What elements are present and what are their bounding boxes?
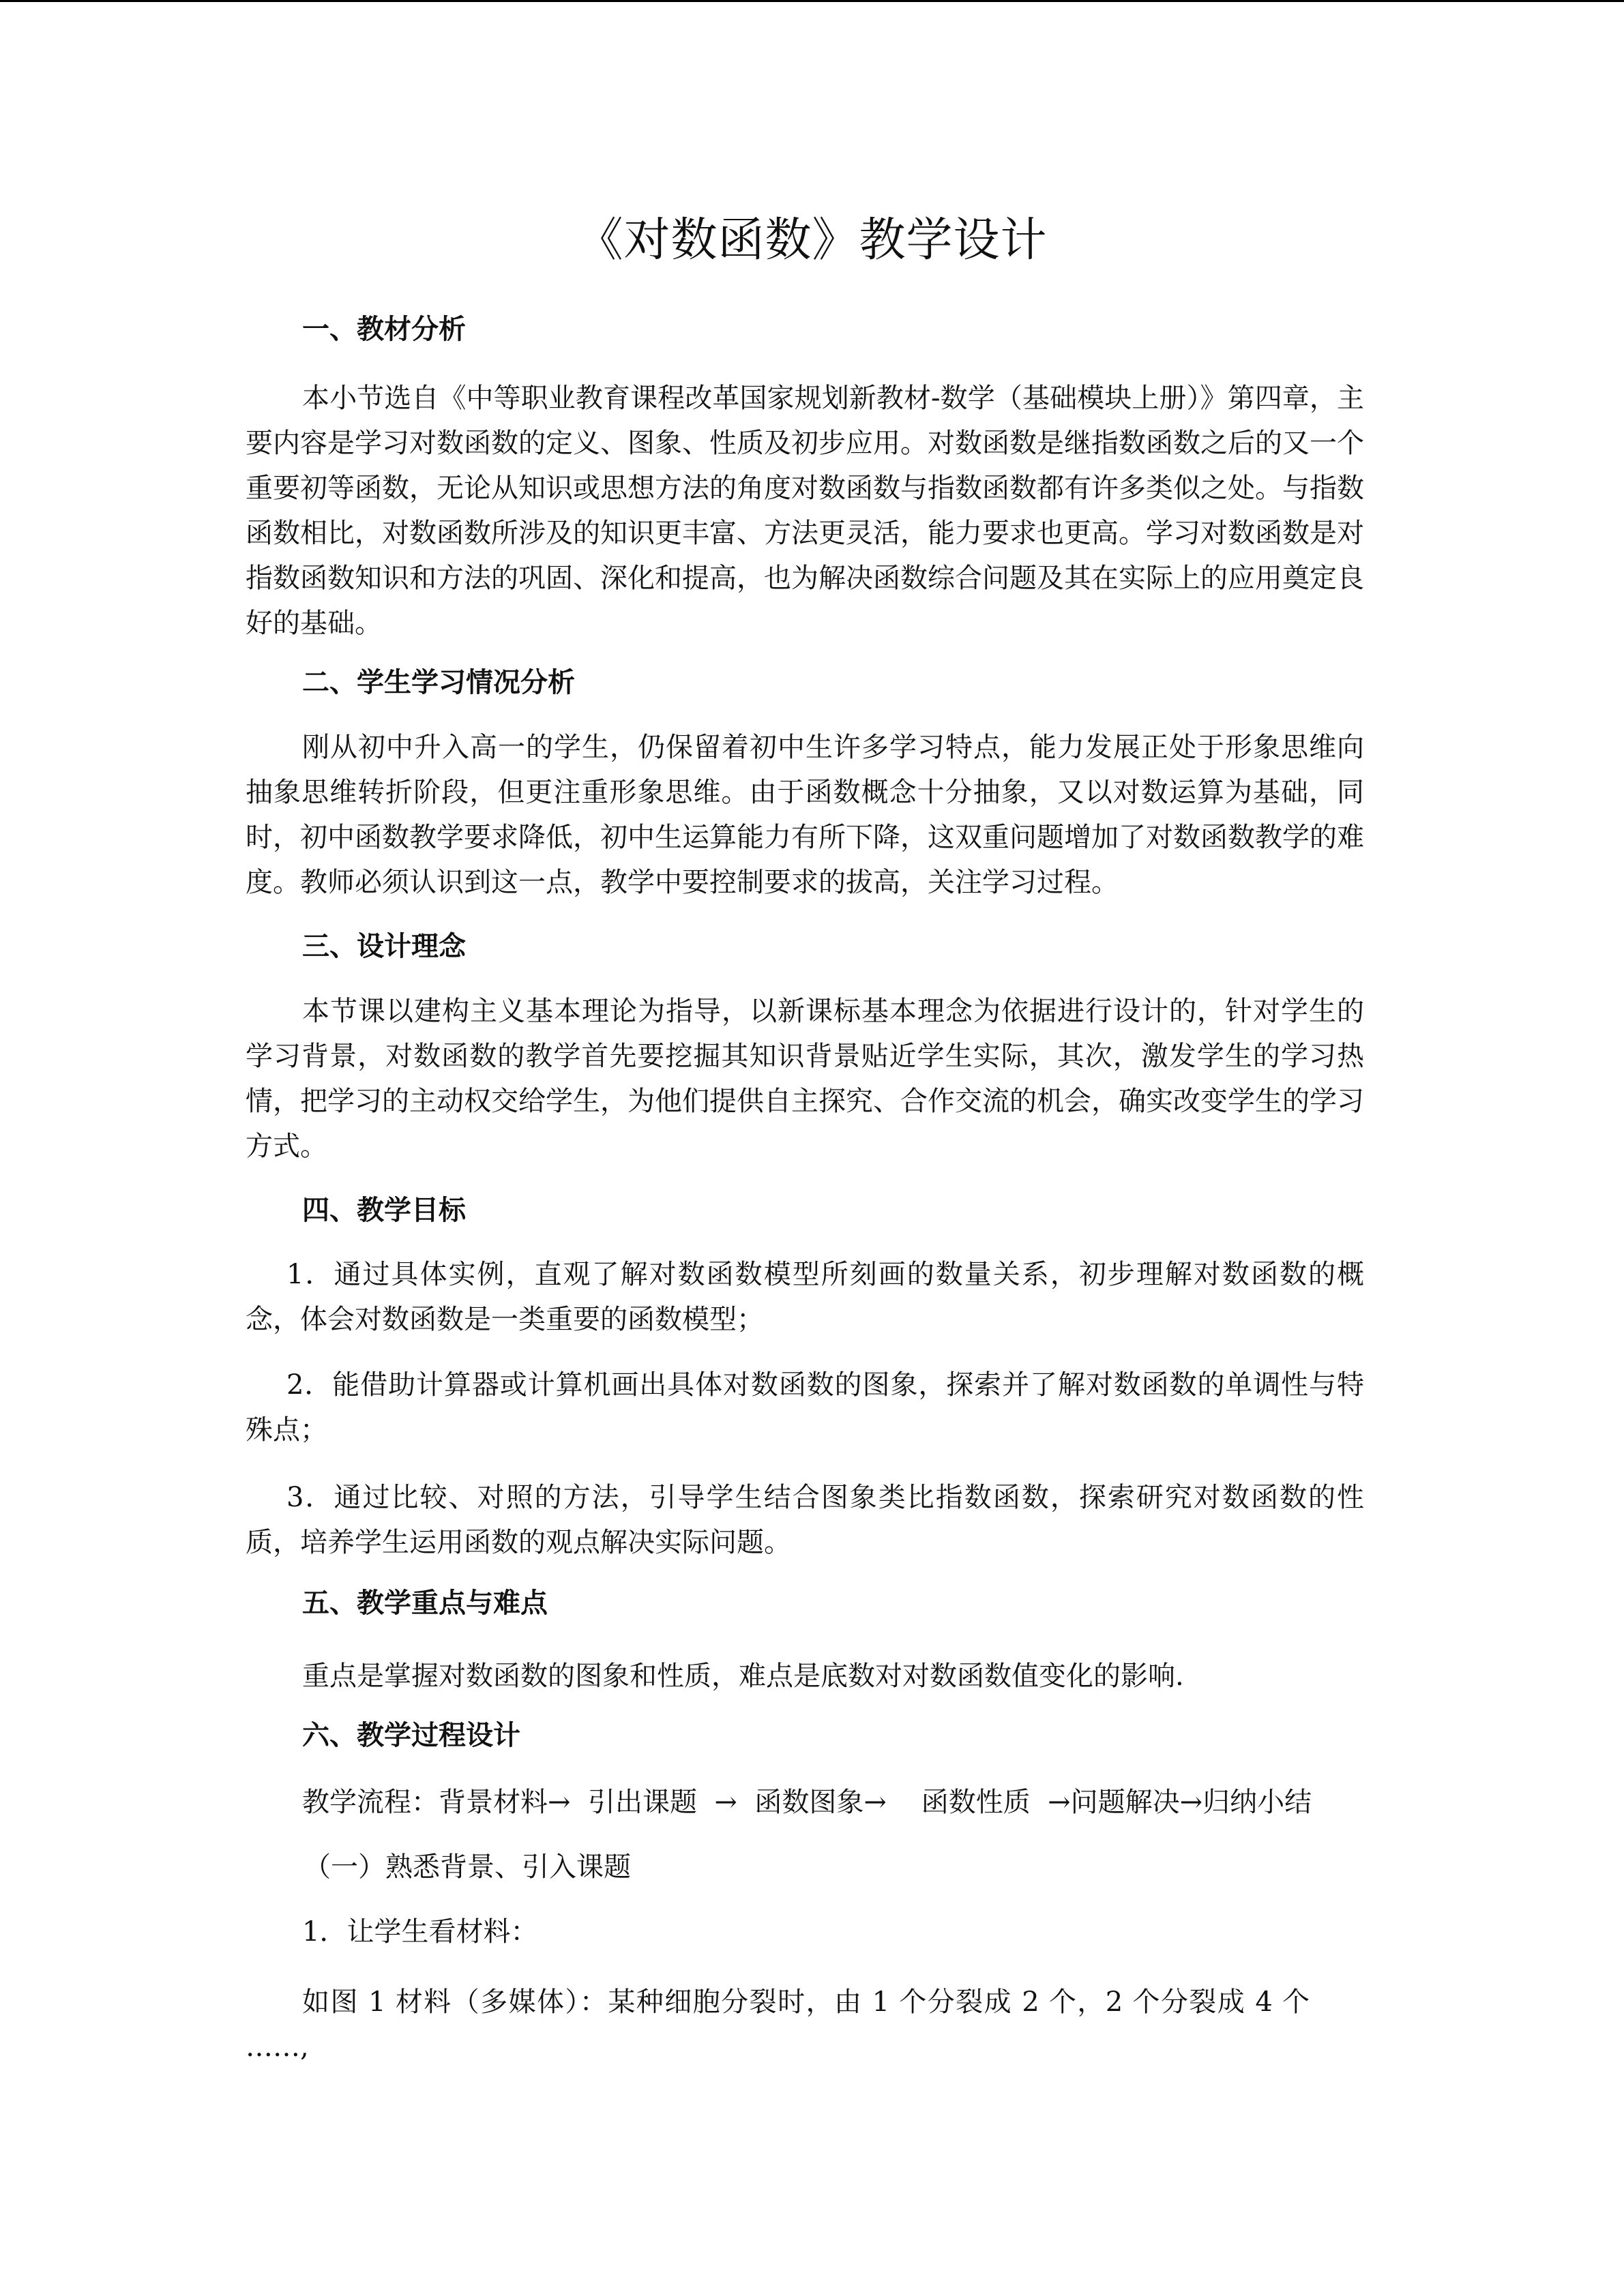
teaching-goal-1: 1．通过具体实例，直观了解对数函数模型所刻画的数量关系，初步理解对数函数的概念，体会对数函数是一类重要的函数模型； bbox=[246, 1259, 1364, 1335]
section-heading-student-analysis: 二、学生学习情况分析 bbox=[302, 667, 575, 698]
section-heading-key-points: 五、教学重点与难点 bbox=[302, 1587, 548, 1619]
material-description: 如图 1 材料（多媒体）：某种细胞分裂时，由 1 个分裂成 2 个，2 个分裂成 4 个 ……, bbox=[246, 1986, 1310, 2063]
section-heading-textbook-analysis: 一、教材分析 bbox=[302, 314, 466, 345]
section-body-key-points: 重点是掌握对数函数的图象和性质，难点是底数对对数函数值变化的影响. bbox=[302, 1660, 1184, 1692]
list-item-view-material: 1．让学生看材料： bbox=[302, 1916, 538, 1948]
teaching-flow: 教学流程：背景材料→ 引出课题 → 函数图象→ 函数性质 →问题解决→归纳小结 bbox=[302, 1787, 1312, 1818]
section-heading-teaching-goals: 四、教学目标 bbox=[302, 1195, 466, 1226]
teaching-goal-2: 2．能借助计算器或计算机画出具体对数函数的图象，探索并了解对数函数的单调性与特殊点； bbox=[246, 1369, 1364, 1446]
section-body-design-concept: 本节课以建构主义基本理论为指导，以新课标基本理念为依据进行设计的，针对学生的学习背景，对数函数的教学首先要挖掘其知识背景贴近学生实际，其次，激发学生的学习热情，把学习的主动权交给学生，为他们提供自主探究、合作交流的机会，确实改变学生的学习方式。 bbox=[246, 996, 1364, 1162]
section-heading-teaching-process: 六、教学过程设计 bbox=[302, 1720, 520, 1751]
section-body-textbook-analysis: 本小节选自《中等职业教育课程改革国家规划新教材-数学（基础模块上册）》第四章，主要内容是学习对数函数的定义、图象、性质及初步应用。对数函数是继指数函数之后的又一个重要初等函数，无论从知识或思想方法的角度对数函数与指数函数都有许多类似之处。与指数函数相比，对数函数所涉及的知识更丰富、方法更灵活，能力要求也更高。学习对数函数是对指数函数知识和方法的巩固、深化和提高，也为解决函数综合问题及其在实际上的应用奠定良好的基础。 bbox=[246, 383, 1364, 639]
section-body-student-analysis: 刚从初中升入高一的学生，仍保留着初中生许多学习特点，能力发展正处于形象思维向抽象思维转折阶段，但更注重形象思维。由于函数概念十分抽象，又以对数运算为基础，同时，初中函数教学要求降低，初中生运算能力有所下降，这双重问题增加了对数函数教学的难度。教师必须认识到这一点，教学中要控制要求的拔高，关注学习过程。 bbox=[246, 732, 1364, 898]
teaching-goal-3: 3．通过比较、对照的方法，引导学生结合图象类比指数函数，探索研究对数函数的性质，培养学生运用函数的观点解决实际问题。 bbox=[246, 1482, 1364, 1558]
section-heading-design-concept: 三、设计理念 bbox=[302, 931, 466, 962]
subsection-heading-background: （一）熟悉背景、引入课题 bbox=[304, 1851, 631, 1883]
document-title: 《对数函数》教学设计 bbox=[576, 213, 1048, 267]
